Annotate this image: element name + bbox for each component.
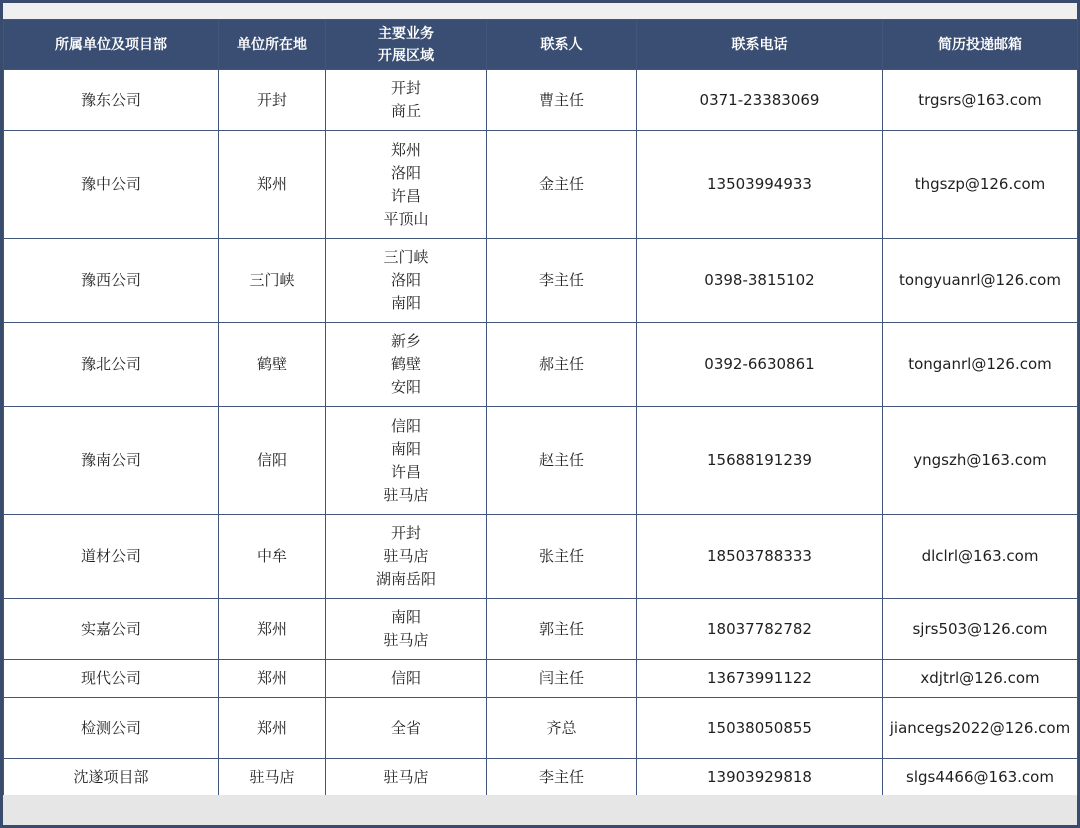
header-text: 联系电话	[731, 36, 788, 53]
top-band	[3, 3, 1077, 19]
header-text: 主要业务	[378, 25, 434, 42]
regions-cell	[326, 407, 487, 515]
regions-cell	[326, 131, 487, 239]
recruitment-contact-table	[3, 19, 1078, 796]
header-location	[219, 20, 326, 70]
header-text: 单位所在地	[237, 36, 307, 53]
region-item: 平顶山	[383, 209, 429, 228]
unit-cell: 豫中公司	[4, 131, 219, 239]
email-cell: trgsrs@163.com	[883, 70, 1078, 131]
phone-cell: 15038050855	[637, 698, 883, 759]
region-item: 三门峡	[383, 248, 429, 266]
regions-cell	[326, 70, 487, 131]
header-row	[4, 20, 1078, 70]
region-item: 洛阳	[390, 271, 421, 289]
table-row	[4, 698, 1078, 759]
location-cell: 中牟	[219, 515, 326, 599]
phone-cell: 0371-23383069	[637, 70, 883, 131]
header-text: 联系人	[540, 36, 583, 53]
region-item: 开封	[390, 79, 421, 97]
region-item: 南阳	[390, 439, 421, 458]
region-item: 全省	[390, 718, 421, 737]
email-cell: yngszh@163.com	[883, 407, 1078, 515]
contact-cell: 郝主任	[487, 323, 637, 407]
location-cell: 开封	[219, 70, 326, 131]
header-unit	[4, 20, 219, 70]
regions-cell	[326, 599, 487, 660]
email-cell: dlclrl@163.com	[883, 515, 1078, 599]
regions-cell	[326, 239, 487, 323]
phone-cell: 15688191239	[637, 407, 883, 515]
location-cell: 鹤壁	[219, 323, 326, 407]
header-phone	[637, 20, 883, 70]
regions-cell	[326, 660, 487, 698]
region-item: 开封	[390, 524, 421, 542]
region-item: 南阳	[390, 608, 421, 626]
contact-cell: 齐总	[487, 698, 637, 759]
email-cell: thgszp@126.com	[883, 131, 1078, 239]
phone-cell: 18503788333	[637, 515, 883, 599]
table-row	[4, 239, 1078, 323]
location-cell: 郑州	[219, 599, 326, 660]
location-cell: 驻马店	[219, 759, 326, 796]
phone-cell: 0398-3815102	[637, 239, 883, 323]
table-row	[4, 131, 1078, 239]
contact-cell: 曹主任	[487, 70, 637, 131]
header-regions	[326, 20, 487, 70]
header-text: 开展区域	[378, 47, 434, 64]
header-text: 所属单位及项目部	[55, 36, 167, 53]
regions-cell	[326, 323, 487, 407]
bottom-band	[3, 795, 1077, 825]
phone-cell: 13503994933	[637, 131, 883, 239]
region-item: 驻马店	[383, 547, 429, 565]
table-row	[4, 515, 1078, 599]
region-item: 南阳	[390, 294, 421, 312]
region-item: 安阳	[390, 378, 421, 396]
phone-cell: 13673991122	[637, 660, 883, 698]
location-cell: 郑州	[219, 698, 326, 759]
email-cell: jiancegs2022@126.com	[883, 698, 1078, 759]
region-item: 驻马店	[383, 485, 429, 504]
regions-cell	[326, 759, 487, 796]
region-item: 驻马店	[383, 767, 429, 786]
header-email	[883, 20, 1078, 70]
region-item: 信阳	[390, 416, 421, 435]
table-row	[4, 599, 1078, 660]
region-item: 湖南岳阳	[375, 570, 436, 588]
unit-cell: 道材公司	[4, 515, 219, 599]
region-item: 洛阳	[390, 163, 421, 182]
document-page	[3, 3, 1077, 825]
region-item: 鹤壁	[390, 355, 421, 373]
unit-cell: 实嘉公司	[4, 599, 219, 660]
table-body	[4, 70, 1078, 796]
region-item: 许昌	[390, 186, 421, 205]
table-row	[4, 759, 1078, 796]
region-item: 商丘	[390, 102, 421, 120]
unit-cell: 沈遂项目部	[4, 759, 219, 796]
unit-cell: 豫西公司	[4, 239, 219, 323]
email-cell: tonganrl@126.com	[883, 323, 1078, 407]
location-cell: 信阳	[219, 407, 326, 515]
region-item: 郑州	[390, 140, 421, 159]
contact-cell: 赵主任	[487, 407, 637, 515]
contact-cell: 李主任	[487, 759, 637, 796]
region-item: 新乡	[390, 332, 421, 350]
phone-cell: 0392-6630861	[637, 323, 883, 407]
contact-cell: 闫主任	[487, 660, 637, 698]
table-row	[4, 70, 1078, 131]
contact-cell: 李主任	[487, 239, 637, 323]
email-cell: xdjtrl@126.com	[883, 660, 1078, 698]
header-text: 简历投递邮箱	[938, 36, 1022, 53]
contact-cell: 张主任	[487, 515, 637, 599]
region-item: 信阳	[390, 669, 421, 687]
contact-cell: 郭主任	[487, 599, 637, 660]
email-cell: tongyuanrl@126.com	[883, 239, 1078, 323]
unit-cell: 豫北公司	[4, 323, 219, 407]
location-cell: 三门峡	[219, 239, 326, 323]
location-cell: 郑州	[219, 131, 326, 239]
region-item: 驻马店	[383, 631, 429, 649]
location-cell: 郑州	[219, 660, 326, 698]
table-row	[4, 407, 1078, 515]
unit-cell: 检测公司	[4, 698, 219, 759]
unit-cell: 现代公司	[4, 660, 219, 698]
regions-cell	[326, 515, 487, 599]
header-contact	[487, 20, 637, 70]
table-row	[4, 660, 1078, 698]
phone-cell: 18037782782	[637, 599, 883, 660]
unit-cell: 豫南公司	[4, 407, 219, 515]
contact-cell: 金主任	[487, 131, 637, 239]
table-row	[4, 323, 1078, 407]
phone-cell: 13903929818	[637, 759, 883, 796]
unit-cell: 豫东公司	[4, 70, 219, 131]
email-cell: sjrs503@126.com	[883, 599, 1078, 660]
regions-cell	[326, 698, 487, 759]
region-item: 许昌	[390, 462, 421, 481]
email-cell: slgs4466@163.com	[883, 759, 1078, 796]
